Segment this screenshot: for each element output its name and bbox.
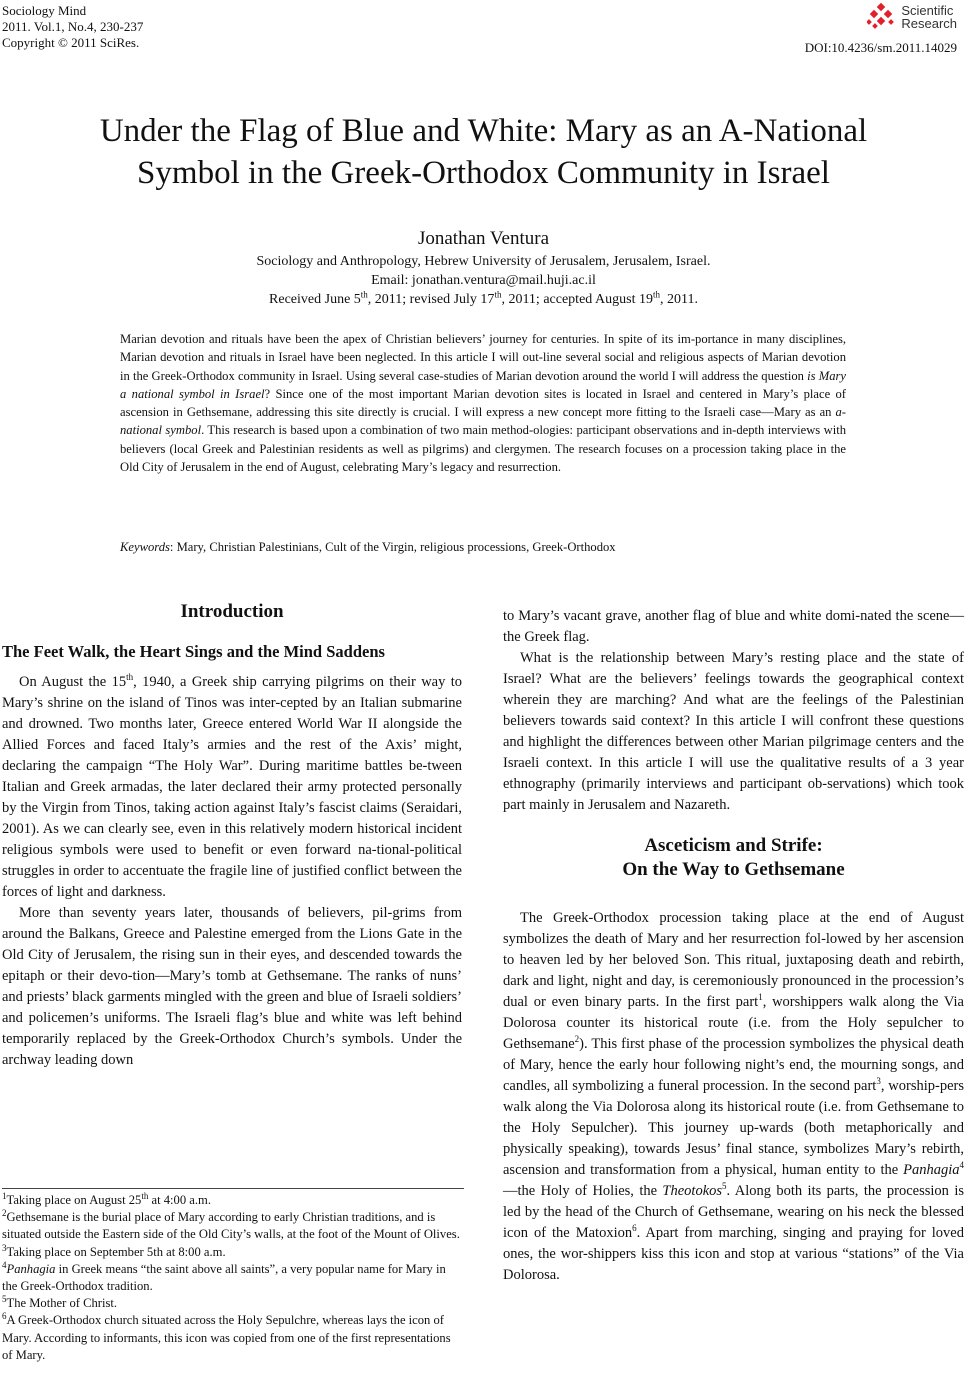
footnote: $^3$Taking place on September 5th at 8:00 a.m. — [2, 1242, 226, 1259]
copyright: Copyright © 2011 SciRes. — [2, 35, 140, 50]
received-dates: Received June 5th, 2011; revised July 17th, 2011; accepted August 19th, 2011. — [269, 289, 698, 307]
left-column — [2, 600, 462, 1071]
footnote: $^5$The Mother of Christ. — [2, 1294, 118, 1311]
abstract: Marian devotion and rituals have been the apex of Christian believers’ journey for centuries. In spite of its im-portance in many disciplines, Marian devotion and rituals in Israel have been neglected. In this article I will out-line several social and religious aspects of Marian devotion in the Greek-Orthodox community in Israel. Using several case-studies of Marian devotion around the world I will address the question is Mary a national symbol in Israel? Since one of the most important Marian devotion sites is located in Israel and centered in Mary’s place of ascension in Gethsemane, addressing this site directly is crucial. I will express a new concept more fitting to the Israeli case—Mary as an a-national symbol. This research is based upon a combination of two main method-ologies: participant observations and in-depth interviews with believers (local Greek and Palestinian residents as well as pilgrims) and clergymen. The research focuses on a procession taking place in the Old City of Jerusalem in the end of August, celebrating Mary’s legacy and resurrection. — [120, 332, 846, 475]
affiliation: Sociology and Anthropology, Hebrew University of Jerusalem, Jerusalem, Israel. — [256, 254, 711, 269]
email: Email: jonathan.ventura@mail.huji.ac.il — [371, 273, 596, 288]
doi: DOI:10.4236/sm.2011.14029 — [804, 40, 957, 55]
running-header — [2, 3, 143, 51]
a-national-concept: a-national symbol — [120, 405, 846, 438]
introduction-heading: Introduction — [180, 601, 284, 622]
author-info — [0, 252, 967, 309]
right-column — [503, 606, 964, 1286]
title-line-2: Symbol in the Greek-Orthodox Community in Israel — [137, 155, 830, 191]
footnote: $^4$Panhagia in Greek means “the saint above all saints”, a very popular name for Mary in the Greek-Orthodox tradition. — [2, 1259, 446, 1294]
paragraph: The Greek-Orthodox procession taking place at the end of August symbolizes the death of Mary and her resurrection fol-lowed by her ascension to heaven led by her beloved Son. This ritual, juxtaposing death and rebirth, dark and light, night and day, is ceremoniously pronounced in the procession’s dual or even binary parts. In the first part$^1$, worshippers walk along the Via Dolorosa counter its historical route (i.e. from the Holy sepulcher to Gethsemane$^2$). This first phase of the procession symbolizes the physical death of Mary, hence the early hour following night’s end, the mourning songs, and candles, all symbolizing a funeral procession. In the second part$^3$, worship-pers walk along the Via Dolorosa along its historical route (i.e. from Gethsemane to the Holy Sepulcher). This journey up-wards (both metaphorically and physically speaking), towards Jesus’ final stance, symbolizes Mary’s rebirth, ascension and transformation from a physical, human entity to the Panhagia$^4$—the Holy of Holies, the Theotokos$^5$. Along both its parts, the procession is led by the head of the Church of Gethsemane, wearing on his neck the blessed icon of the Matoxion$^6$. Apart from marching, singing and praying for loved ones, the wor-shippers kiss this icon and stop at various “stations” of the Via Dolorosa. — [503, 910, 964, 1283]
paper-title — [0, 110, 967, 194]
paragraph: On August the 15th, 1940, a Greek ship carrying pilgrims on their way to Mary’s shrine on the island of Tinos was inter-cepted by an Italian submarine and drowned. Two months later, Greece entered World War II alongside the Allied Forces and faced Italy’s armies and the rest of the Axis’ might, declaring the campaign “The Holy War”. During maritime battles be-tween Italian and Greek armadas, the later declared their army protected personally by the Virgin from Tinos, taking action against Italy’s fascist claims (Seraidari, 2001). As we can clearly see, even in this relatively modern historical incident religious symbols were used to benefit or even forward na-tional-political struggles in order to accentuate the fragile line of justified conflict between the forces of light and darkness. — [2, 672, 462, 900]
volume-info: 2011. Vol.1, No.4, 230-237 — [2, 19, 144, 34]
footnotes — [2, 1188, 464, 1364]
logo-text-research: Research — [901, 16, 957, 31]
footnote: $^1$Taking place on August 25th at 4:00 a.m. — [2, 1190, 211, 1207]
journal-name: Sociology Mind — [2, 3, 87, 18]
title-line-1: Under the Flag of Blue and White: Mary as an A-National — [99, 113, 868, 149]
subsection-heading: The Feet Walk, the Heart Sings and the Mind Saddens — [2, 642, 385, 661]
research-question: is Mary a national symbol in Israel — [120, 368, 846, 401]
logo-text-scientific: Scientific — [901, 3, 954, 18]
footnote: $^2$Gethsemane is the burial place of Mary according to early Christian traditions, and is situated outside the Eastern side of the Old City’s walls, at the foot of the Mount of Olives. — [2, 1208, 460, 1242]
section-heading: Asceticism and Strife: On the Way to Gethsemane — [622, 835, 845, 880]
scientific-research-logo-icon — [867, 3, 897, 31]
paragraph: More than seventy years later, thousands of believers, pil-grims from around the Balkans, Greece and Palestine emerged from the Lions Gate in the Old City of Jerusalem, the rising sun in their eyes, and descended towards the epitaph or their devo-tion—Mary’s tomb at Gethsemane. The ranks of nuns’ and priests’ black garments mingled with the green and blue of Israeli soldiers’ and policemen’s uniforms. The Israeli flag’s blue and white was left behind temporarily replaced by the Greek-Orthodox Church’s symbols. Under the archway leading down — [2, 905, 462, 1068]
keywords-label: Keywords — [120, 540, 170, 554]
publisher-header — [867, 3, 957, 31]
paragraph: to Mary’s vacant grave, another flag of blue and white domi-nated the scene—the Greek flag. — [503, 608, 964, 645]
author-name: Jonathan Ventura — [417, 228, 550, 249]
publisher-logo — [867, 3, 957, 31]
footnote: $^6$A Greek-Orthodox church situated across the Holy Sepulchre, whereas lays the icon of Mary. According to informants, this icon was copied from one of the first representations of Mary. — [2, 1311, 451, 1362]
keywords: Keywords: Mary, Christian Palestinians, Cult of the Virgin, religious processions, Greek-Orthodox — [120, 540, 616, 554]
paragraph: What is the relationship between Mary’s resting place and the state of Israel? What are the believers’ feelings towards the geographical context wherein they are marching? And what are the feelings of the Palestinian believers towards said context? In this article I will confront these questions and highlight the differences between other Marian pilgrimage centers and the Israeli context. In this article I will use the qualitative results of a 3 year ethnography (primarily interviews and participant ob-servations) which took part mainly in Jerusalem and Nazareth. — [503, 650, 964, 813]
